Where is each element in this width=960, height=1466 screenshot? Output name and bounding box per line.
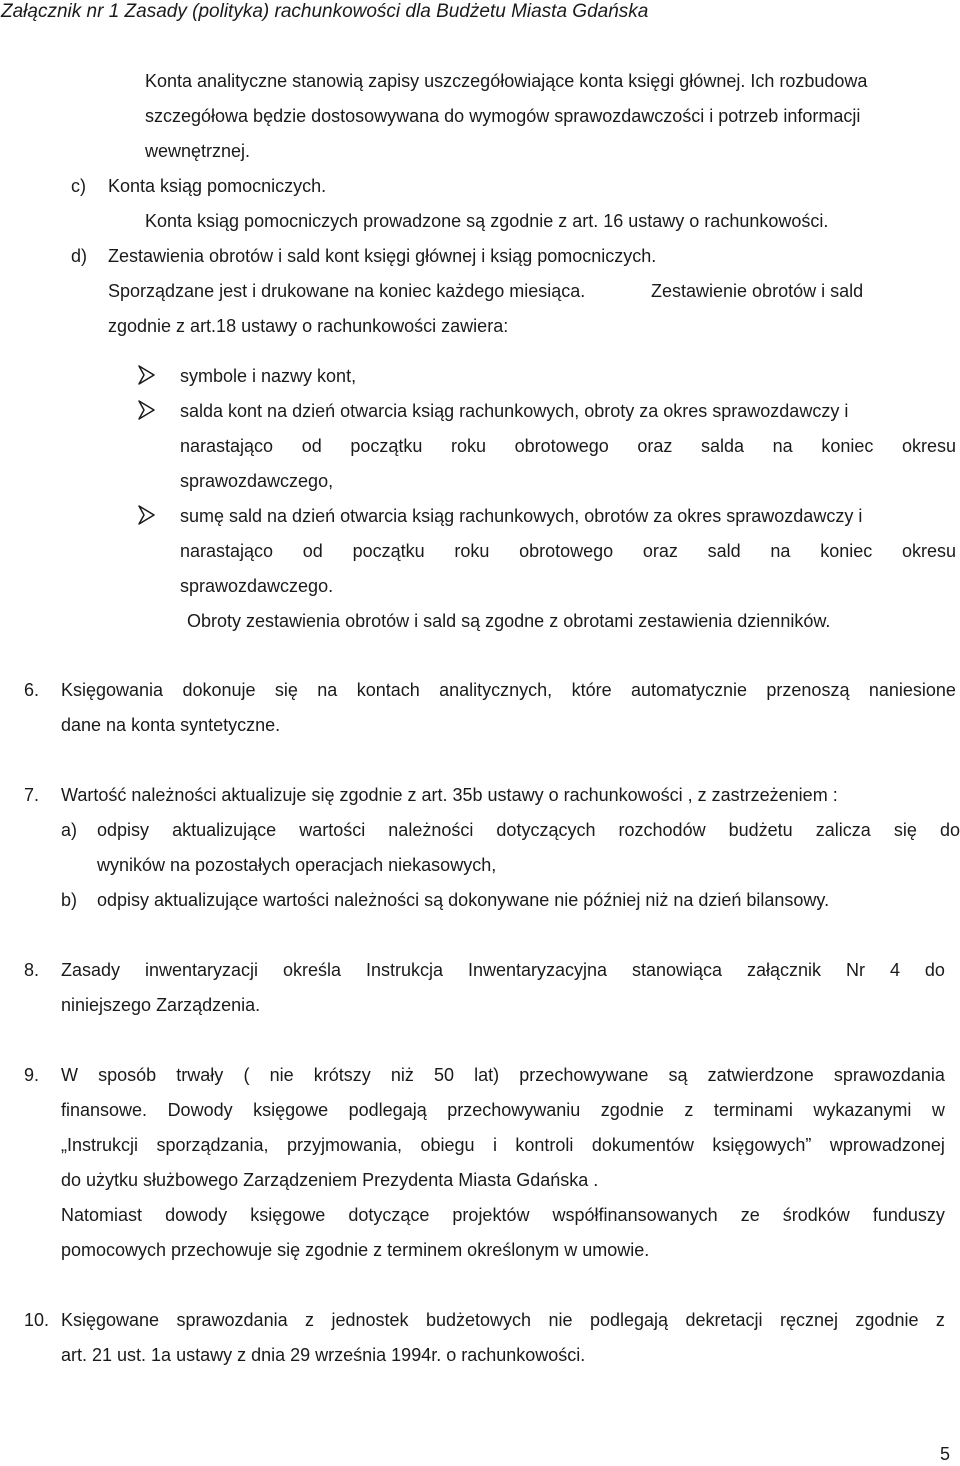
- word: na: [317, 680, 338, 700]
- justified-text: [61, 1133, 945, 1157]
- text-line: art. 21 ust. 1a ustawy z dnia 29 września 1994r. o rachunkowości.: [61, 1345, 586, 1365]
- word: przenoszą: [766, 680, 850, 700]
- word: trwały: [176, 1065, 224, 1085]
- word: sposób: [98, 1065, 157, 1085]
- word: roku: [454, 541, 490, 561]
- word: terminami: [713, 1100, 793, 1120]
- word: są: [668, 1065, 688, 1085]
- word: koniec: [821, 436, 874, 456]
- word: oraz: [637, 436, 673, 456]
- word: Natomiast: [61, 1205, 143, 1225]
- word: finansowe.: [61, 1100, 148, 1120]
- word: podlegają: [589, 1310, 669, 1330]
- word: koniec: [820, 541, 873, 561]
- justified-text: [61, 1308, 945, 1332]
- word: Nr: [845, 960, 865, 980]
- text-line: niniejszego Zarządzenia.: [61, 995, 261, 1015]
- text-line: sprawozdawczego.: [180, 576, 334, 596]
- word: do: [939, 820, 960, 840]
- word: na: [770, 541, 791, 561]
- word: obiegu: [420, 1135, 475, 1155]
- word: się: [893, 820, 917, 840]
- word: początku: [352, 541, 425, 561]
- justified-text: [180, 434, 956, 458]
- word: dotyczących: [496, 820, 596, 840]
- list-marker: c): [71, 176, 86, 196]
- word: ręcznej: [779, 1310, 838, 1330]
- word: lat): [474, 1065, 500, 1085]
- word: (: [243, 1065, 250, 1085]
- word: okresu: [901, 541, 956, 561]
- word: dekretacji: [685, 1310, 763, 1330]
- word: narastająco: [180, 436, 274, 456]
- word: okresu: [901, 436, 956, 456]
- word: należności: [388, 820, 474, 840]
- text-line: Wartość należności aktualizuje się zgodnie z art. 35b ustawy o rachunkowości , z zastrzeżeniem :: [61, 785, 838, 805]
- word: wykazanymi: [813, 1100, 912, 1120]
- word: roku: [451, 436, 487, 456]
- section-number: 10.: [24, 1310, 50, 1330]
- word: księgowe: [253, 1100, 329, 1120]
- justified-text: [61, 1203, 945, 1227]
- word: zgodnie: [600, 1100, 664, 1120]
- word: salda: [701, 436, 745, 456]
- word: budżetu: [728, 820, 793, 840]
- word: sprawozdania: [176, 1310, 288, 1330]
- word: się: [274, 680, 298, 700]
- justified-text: [97, 818, 960, 842]
- word: kontach: [356, 680, 420, 700]
- word: „Instrukcji: [61, 1135, 139, 1155]
- text-line: Konta analityczne stanowią zapisy uszczegółowiające konta księgi głównej. Ich rozbudowa: [145, 71, 868, 91]
- text-line: Zestawienie obrotów i sald: [651, 281, 864, 301]
- word: przyjmowania,: [286, 1135, 403, 1155]
- text-line: Sporządzane jest i drukowane na koniec każdego miesiąca.: [108, 281, 586, 301]
- word: sprawozdania: [833, 1065, 945, 1085]
- word: stanowiąca: [631, 960, 723, 980]
- item-title: Konta ksiąg pomocniczych.: [108, 176, 327, 196]
- word: i: [492, 1135, 497, 1155]
- word: wprowadzonej: [829, 1135, 945, 1155]
- list-marker: b): [61, 890, 78, 910]
- word: obrotowego: [519, 541, 614, 561]
- list-marker: d): [71, 246, 88, 266]
- word: Zasady: [61, 960, 121, 980]
- text-line: wyników na pozostałych operacjach niekasowych,: [97, 855, 497, 875]
- word: księgowe: [250, 1205, 326, 1225]
- word: przechowywaniu: [447, 1100, 581, 1120]
- justified-text: [61, 678, 956, 702]
- section-number: 6.: [24, 680, 40, 700]
- arrowhead-bullet-icon: [138, 365, 156, 385]
- text-line: sprawozdawczego,: [180, 471, 334, 491]
- word: z: [935, 1310, 945, 1330]
- word: na: [772, 436, 793, 456]
- section-number: 8.: [24, 960, 40, 980]
- word: dokumentów: [591, 1135, 694, 1155]
- word: sald: [707, 541, 741, 561]
- word: środków: [782, 1205, 850, 1225]
- word: dokonuje: [182, 680, 256, 700]
- arrowhead-bullet-icon: [138, 505, 156, 525]
- word: 50: [434, 1065, 455, 1085]
- text-line: dane na konta syntetyczne.: [61, 715, 281, 735]
- justified-text: [61, 1063, 945, 1087]
- text-line: wewnętrznej.: [145, 141, 251, 161]
- word: Inwentaryzacyjna: [467, 960, 608, 980]
- text-line: odpisy aktualizujące wartości należności są dokonywane nie później niż na dzień bilansowy.: [97, 890, 830, 910]
- word: Księgowane: [61, 1310, 160, 1330]
- text-line: zgodnie z art.18 ustawy o rachunkowości zawiera:: [108, 316, 509, 336]
- word: niż: [390, 1065, 414, 1085]
- word: inwentaryzacji: [144, 960, 259, 980]
- word: naniesione: [868, 680, 956, 700]
- word: załącznik: [747, 960, 822, 980]
- text-line: pomocowych przechowuje się zgodnie z terminem określonym w umowie.: [61, 1240, 650, 1260]
- section-number: 9.: [24, 1065, 40, 1085]
- text-line: szczegółowa będzie dostosowywana do wymogów sprawozdawczości i potrzeb informacji: [145, 106, 861, 126]
- word: aktualizujące: [172, 820, 277, 840]
- word: budżetowych: [425, 1310, 532, 1330]
- text-line: salda kont na dzień otwarcia ksiąg rachunkowych, obroty za okres sprawozdawczy i: [180, 401, 849, 421]
- word: zatwierdzone: [707, 1065, 814, 1085]
- word: początku: [350, 436, 423, 456]
- word: nie: [548, 1310, 573, 1330]
- text-line: sumę sald na dzień otwarcia ksiąg rachunkowych, obrotów za okres sprawozdawczy i: [180, 506, 863, 526]
- justified-text: [61, 1098, 945, 1122]
- justified-text: [61, 958, 945, 982]
- justified-text: [180, 539, 956, 563]
- arrowhead-bullet-icon: [138, 400, 156, 420]
- word: W: [61, 1065, 78, 1085]
- word: oraz: [642, 541, 678, 561]
- word: projektów: [452, 1205, 530, 1225]
- text-line: Obroty zestawienia obrotów i sald są zgodne z obrotami zestawienia dzienników.: [187, 611, 831, 631]
- word: obrotowego: [514, 436, 609, 456]
- word: przechowywane: [519, 1065, 649, 1085]
- text-line: Konta ksiąg pomocniczych prowadzone są zgodnie z art. 16 ustawy o rachunkowości.: [145, 211, 829, 231]
- word: krótszy: [313, 1065, 371, 1085]
- text-line: do użytku służbowego Zarządzeniem Prezydenta Miasta Gdańska .: [61, 1170, 599, 1190]
- word: analitycznych,: [439, 680, 553, 700]
- word: dowody: [165, 1205, 228, 1225]
- word: od: [302, 541, 323, 561]
- word: wartości: [299, 820, 366, 840]
- word: które: [571, 680, 612, 700]
- text-line: symbole i nazwy kont,: [180, 366, 357, 386]
- word: rozchodów: [618, 820, 706, 840]
- word: określa: [282, 960, 342, 980]
- word: sporządzania,: [156, 1135, 269, 1155]
- word: ze: [740, 1205, 760, 1225]
- word: kontroli: [515, 1135, 574, 1155]
- word: Księgowania: [61, 680, 164, 700]
- word: zalicza: [815, 820, 871, 840]
- word: 4: [889, 960, 900, 980]
- word: narastająco: [180, 541, 274, 561]
- word: jednostek: [331, 1310, 409, 1330]
- word: Dowody: [167, 1100, 233, 1120]
- word: księgowych”: [712, 1135, 812, 1155]
- word: z: [305, 1310, 315, 1330]
- word: do: [924, 960, 945, 980]
- word: odpisy: [97, 820, 150, 840]
- word: zgodnie: [855, 1310, 919, 1330]
- word: funduszy: [872, 1205, 945, 1225]
- word: dotyczące: [348, 1205, 430, 1225]
- word: współfinansowanych: [552, 1205, 718, 1225]
- item-title: Zestawienia obrotów i sald kont księgi głównej i ksiąg pomocniczych.: [108, 246, 657, 266]
- list-marker: a): [61, 820, 78, 840]
- word: z: [684, 1100, 694, 1120]
- word: podlegają: [348, 1100, 427, 1120]
- document-header: [0, 0, 960, 24]
- section-number: 7.: [24, 785, 40, 805]
- header-title: Załącznik nr 1 Zasady (polityka) rachunkowości dla Budżetu Miasta Gdańska: [1, 1, 649, 22]
- word: od: [301, 436, 322, 456]
- word: nie: [269, 1065, 294, 1085]
- word: Instrukcja: [365, 960, 443, 980]
- page-number: 5: [940, 1444, 951, 1464]
- word: automatycznie: [630, 680, 748, 700]
- word: w: [931, 1100, 945, 1120]
